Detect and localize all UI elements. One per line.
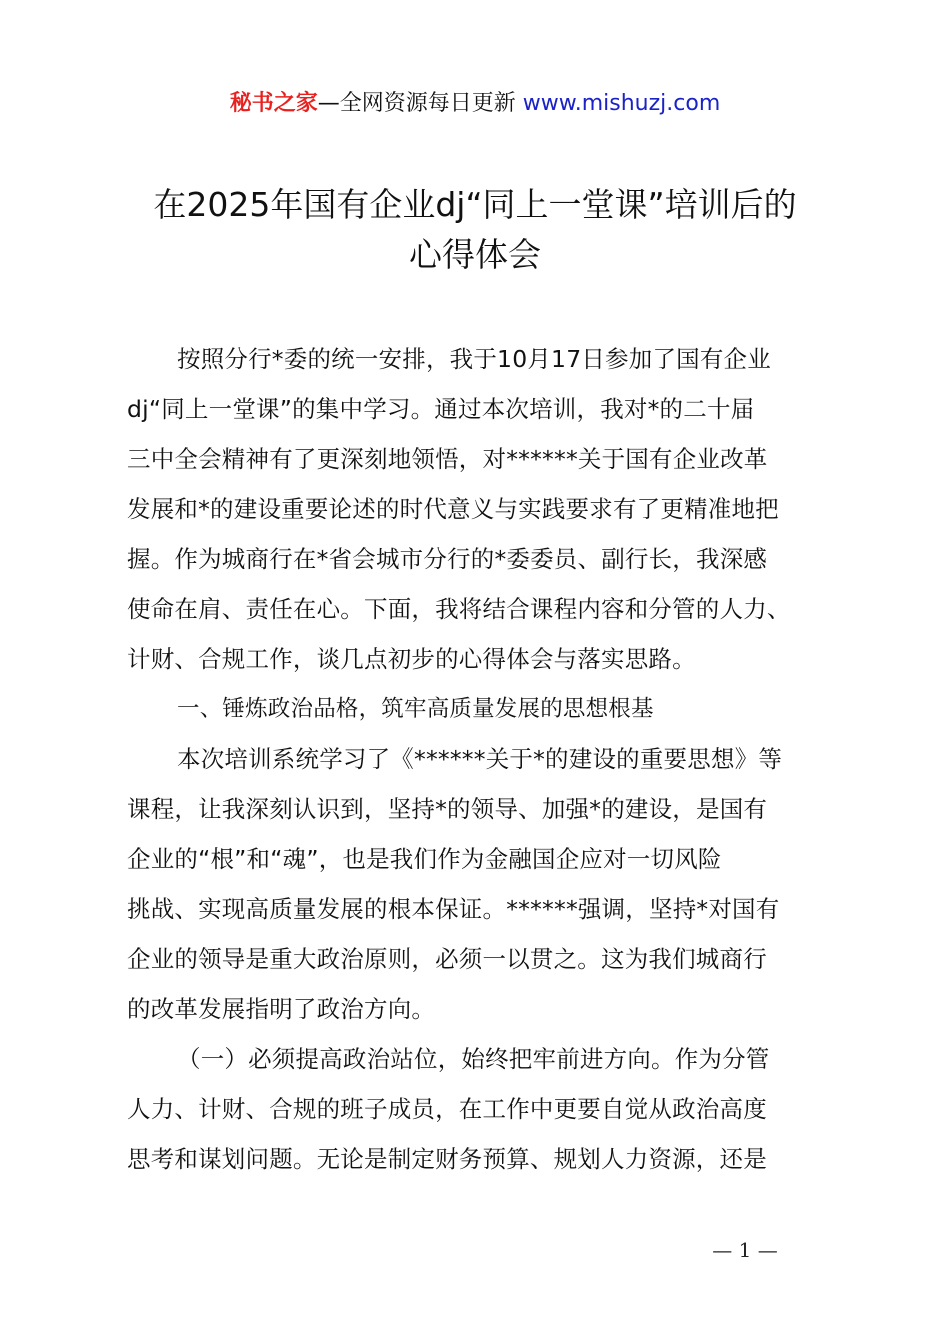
banner-url-link[interactable]: www.mishuzj.com <box>522 91 721 116</box>
text-line: 企业的领导是重大政治原则，必须一以贯之。这为我们城商行 <box>127 945 767 973</box>
text-line: 握。作为城商行在*省会城市分行的*委委员、副行长，我深感 <box>127 545 768 573</box>
page-number: — 1 — <box>712 1238 778 1262</box>
title-line-2: 心得体会 <box>409 235 541 274</box>
text-line: 使命在肩、责任在心。下面，我将结合课程内容和分管的人力、 <box>127 595 791 623</box>
text-line: 按照分行*委的统一安排，我于10月17日参加了国有企业 <box>177 345 771 373</box>
text-line: 本次培训系统学习了《******关于*的建设的重要思想》等 <box>177 745 783 773</box>
banner-tagline: —全网资源每日更新 <box>317 91 523 116</box>
text-line: 挑战、实现高质量发展的根本保证。******强调，坚持*对国有 <box>127 895 780 923</box>
text-line: 的改革发展指明了政治方向。 <box>127 995 436 1023</box>
text-line: 思考和谋划问题。无论是制定财务预算、规划人力资源，还是 <box>127 1145 767 1173</box>
text-line: 计财、合规工作，谈几点初步的心得体会与落实思路。 <box>127 645 696 673</box>
paragraph-intro <box>127 334 832 684</box>
text-line: 发展和*的建设重要论述的时代意义与实践要求有了更精准地把 <box>127 495 779 523</box>
document-title <box>0 180 950 280</box>
banner-brand: 秘书之家 <box>229 91 318 116</box>
section-heading-text: 一、锤炼政治品格，筑牢高质量发展的思想根基 <box>177 696 654 722</box>
section-heading-1 <box>127 684 832 734</box>
title-line-1: 在2025年国有企业dj“同上一堂课”培训后的 <box>153 185 797 224</box>
paragraph-subsection-1 <box>127 1034 832 1184</box>
site-banner <box>0 88 950 120</box>
text-line: 课程，让我深刻认识到，坚持*的领导、加强*的建设，是国有 <box>127 795 768 823</box>
text-line: 企业的“根”和“魂”，也是我们作为金融国企应对一切风险 <box>127 845 722 873</box>
text-line: dj“同上一堂课”的集中学习。通过本次培训，我对*的二十届 <box>127 395 755 423</box>
text-line: （一）必须提高政治站位，始终把牢前进方向。作为分管 <box>177 1045 770 1073</box>
document-body <box>127 334 832 1184</box>
text-line: 人力、计财、合规的班子成员，在工作中更要自觉从政治高度 <box>127 1095 767 1123</box>
text-line: 三中全会精神有了更深刻地领悟，对******关于国有企业改革 <box>127 445 768 473</box>
paragraph-section-1 <box>127 734 832 1034</box>
